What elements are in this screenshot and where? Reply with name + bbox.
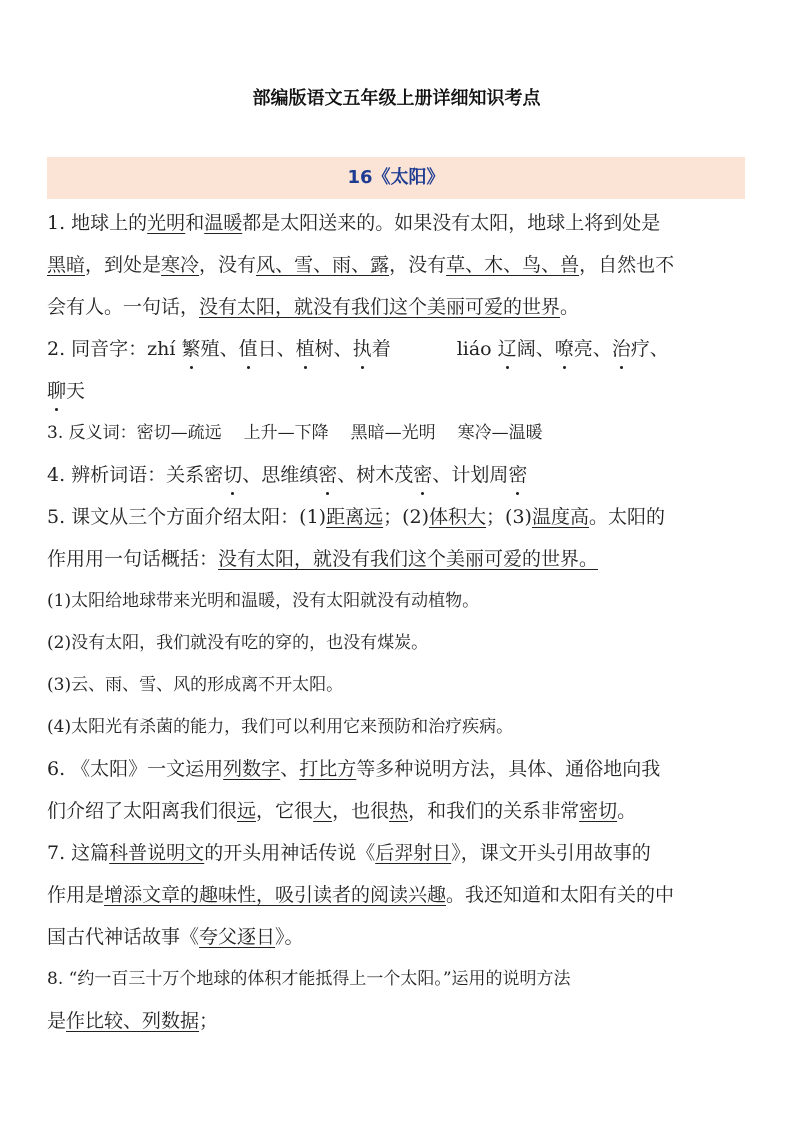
- answer: 黑暗: [47, 254, 86, 276]
- answer: 科普说明文: [109, 842, 205, 864]
- emphasis-char: 值: [239, 328, 258, 370]
- answer: 增添文章的趣味性，吸引读者的阅读兴趣: [104, 884, 447, 906]
- antonym-pair: 黑暗—光明: [350, 423, 436, 443]
- emphasis-char: 密: [508, 454, 527, 496]
- emphasis-char: 聊: [47, 370, 66, 412]
- homophone-word: 繁殖: [182, 338, 220, 360]
- answer: 风、雪、雨、露: [256, 254, 390, 276]
- emphasis-char: 密: [318, 454, 337, 496]
- answer: 列数字: [223, 758, 281, 780]
- answer: 夸父逐日: [199, 926, 276, 948]
- emphasis-char: 植: [296, 328, 315, 370]
- answer: 体积大: [429, 506, 487, 528]
- item-5-line-1: 5. 课文从三个方面介绍太阳：(1)距离远；(2)体积大；(3)温度高。太阳的: [47, 506, 665, 528]
- item-5-sub-3: (3)云、雨、雪、风的形成离不开太阳。: [47, 675, 344, 695]
- emphasis-char: 执: [353, 328, 372, 370]
- term: 关系密切: [166, 464, 242, 486]
- answer: 温暖: [204, 212, 243, 234]
- term: 计划周密: [451, 464, 527, 486]
- emphasis-char: 辽: [498, 328, 517, 370]
- homophone-word: 执着: [353, 338, 391, 360]
- homophone-word: 治疗: [612, 338, 650, 360]
- item-1-line-2: 黑暗，到处是寒冷，没有风、雪、雨、露，没有草、木、鸟、兽，自然也不: [47, 254, 675, 276]
- emphasis-char: 治: [612, 328, 631, 370]
- term: 思维缜密: [261, 464, 337, 486]
- antonym-pair: 寒冷—温暖: [457, 423, 543, 443]
- emphasis-char: 嘹: [555, 328, 574, 370]
- section-heading: 16《太阳》: [47, 157, 745, 199]
- answer: 远: [237, 800, 257, 822]
- item-4: 4. 辨析词语：关系密切、思维缜密、树木茂密、计划周密: [47, 454, 747, 496]
- item-2-line-2: [47, 370, 747, 412]
- emphasis-char: 切: [223, 454, 242, 496]
- answer: 打比方: [299, 758, 357, 780]
- item-7-line-2: 作用是增添文章的趣味性，吸引读者的阅读兴趣。我还知道和太阳有关的中: [47, 884, 675, 906]
- answer: 距离远: [326, 506, 384, 528]
- homophone-word: 嘹亮: [555, 338, 593, 360]
- item-1-line-3: 会有人。一句话，没有太阳，就没有我们这个美丽可爱的世界。: [47, 296, 580, 318]
- item-5-sub-4: (4)太阳光有杀菌的能力，我们可以利用它来预防和治疗疾病。: [47, 717, 514, 737]
- item-2-line-1: 2. 同音字：zhí 繁殖、值日、植树、执着 liáo 辽阔、嘹亮、治疗、: [47, 328, 747, 370]
- item-1-line-1: 1. 地球上的光明和温暖都是太阳送来的。如果没有太阳，地球上将到处是: [47, 212, 661, 234]
- content-body: [47, 202, 747, 1042]
- answer: 没有太阳，就没有我们这个美丽可爱的世界: [199, 296, 561, 318]
- item-8-line-1: 8. “约一百三十万个地球的体积才能抵得上一个太阳。”运用的说明方法: [47, 969, 571, 989]
- homophone-word: 值日: [239, 338, 277, 360]
- item-7-line-3: 国古代神话故事《夸父逐日》。: [47, 926, 304, 948]
- answer: 没有太阳，就没有我们这个美丽可爱的世界。: [218, 548, 599, 570]
- answer: 后羿射日: [375, 842, 452, 864]
- homophone-word: 辽阔: [498, 338, 536, 360]
- homophone-word: 植树: [296, 338, 334, 360]
- answer: 光明: [147, 212, 186, 234]
- answer: 大: [313, 800, 333, 822]
- item-6-line-2: 们介绍了太阳离我们很远，它很大，也很热，和我们的关系非常密切。: [47, 800, 637, 822]
- answer: 热: [389, 800, 409, 822]
- antonym-pair: 上升—下降: [243, 423, 329, 443]
- answer: 草、木、鸟、兽: [446, 254, 580, 276]
- item-6-line-1: 6. 《太阳》一文运用列数字、打比方等多种说明方法，具体、通俗地向我: [47, 758, 661, 780]
- item-8-line-2: 是作比较、列数据；: [47, 1010, 219, 1032]
- answer: 作比较、列数据: [66, 1010, 200, 1032]
- document-title: 部编版语文五年级上册详细知识考点: [252, 88, 541, 109]
- answer: 寒冷: [161, 254, 200, 276]
- item-5-line-2: 作用用一句话概括：没有太阳，就没有我们这个美丽可爱的世界。: [47, 548, 599, 570]
- term: 树木茂密: [356, 464, 432, 486]
- item-7-line-1: 7. 这篇科普说明文的开头用神话传说《后羿射日》，课文开头引用故事的: [47, 842, 651, 864]
- answer: 密切: [579, 800, 618, 822]
- answer: 温度高: [531, 506, 589, 528]
- emphasis-char: 繁: [182, 328, 201, 370]
- item-3: 3. 反义词：密切—疏远 上升—下降 黑暗—光明 寒冷—温暖: [47, 423, 543, 443]
- item-5-sub-2: (2)没有太阳，我们就没有吃的穿的，也没有煤炭。: [47, 633, 429, 653]
- antonym-pair: 密切—疏远: [136, 423, 222, 443]
- emphasis-char: 密: [413, 454, 432, 496]
- homophone-word: 聊天: [47, 380, 85, 402]
- item-5-sub-1: (1)太阳给地球带来光明和温暖，没有太阳就没有动植物。: [47, 591, 480, 611]
